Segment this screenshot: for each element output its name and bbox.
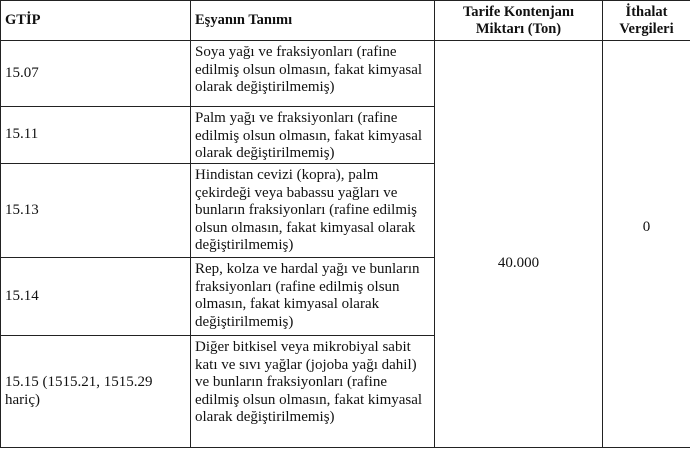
gtip-cell: 15.15 (1515.21, 1515.29 hariç) [1,336,191,448]
header-quota-line2: Miktarı (Ton) [475,20,562,37]
gtip-cell: 15.11 [1,107,191,164]
description-cell: Palm yağı ve fraksiyonları (rafine edilmiş olsun olmasın, fakat kimyasal olarak değiştirilmemiş) [191,107,435,164]
quota-amount-value: 40.000 [497,255,540,272]
import-duty-value: 0 [642,219,651,236]
gtip-cell: 15.07 [1,41,191,107]
table-header-row [1,1,690,41]
header-quota-line1: Tarife Kontenjanı [462,3,575,20]
description-cell: Diğer bitkisel veya mikrobiyal sabit katı ve sıvı yağlar (jojoba yağı dahil) ve bunların fraksiyonları (rafine edilmiş olsun olmasın, fakat kimyasal olarak değiştirilmemiş) [191,336,435,448]
header-description: Eşyanın Tanımı [191,1,435,41]
header-gtip: GTİP [1,1,191,41]
gtip-cell: 15.14 [1,258,191,336]
table-row [1,41,690,107]
header-quota-amount [435,1,603,41]
header-duty-line2: Vergileri [619,20,674,37]
import-duty-cell [603,41,690,448]
description-cell: Soya yağı ve fraksiyonları (rafine edilmiş olsun olmasın, fakat kimyasal olarak değiştirilmemiş) [191,41,435,107]
header-import-duties [603,1,690,41]
description-cell: Hindistan cevizi (kopra), palm çekirdeği veya babassu yağları ve bunların fraksiyonları (rafine edilmiş olsun olmasın, fakat kimyasal olarak değiştirilmemiş) [191,164,435,258]
quota-amount-cell [435,41,603,448]
header-duty-line1: İthalat [625,3,668,20]
gtip-cell: 15.13 [1,164,191,258]
description-cell: Rep, kolza ve hardal yağı ve bunların fraksiyonları (rafine edilmiş olsun olmasın, fakat kimyasal olarak değiştirilmemiş) [191,258,435,336]
